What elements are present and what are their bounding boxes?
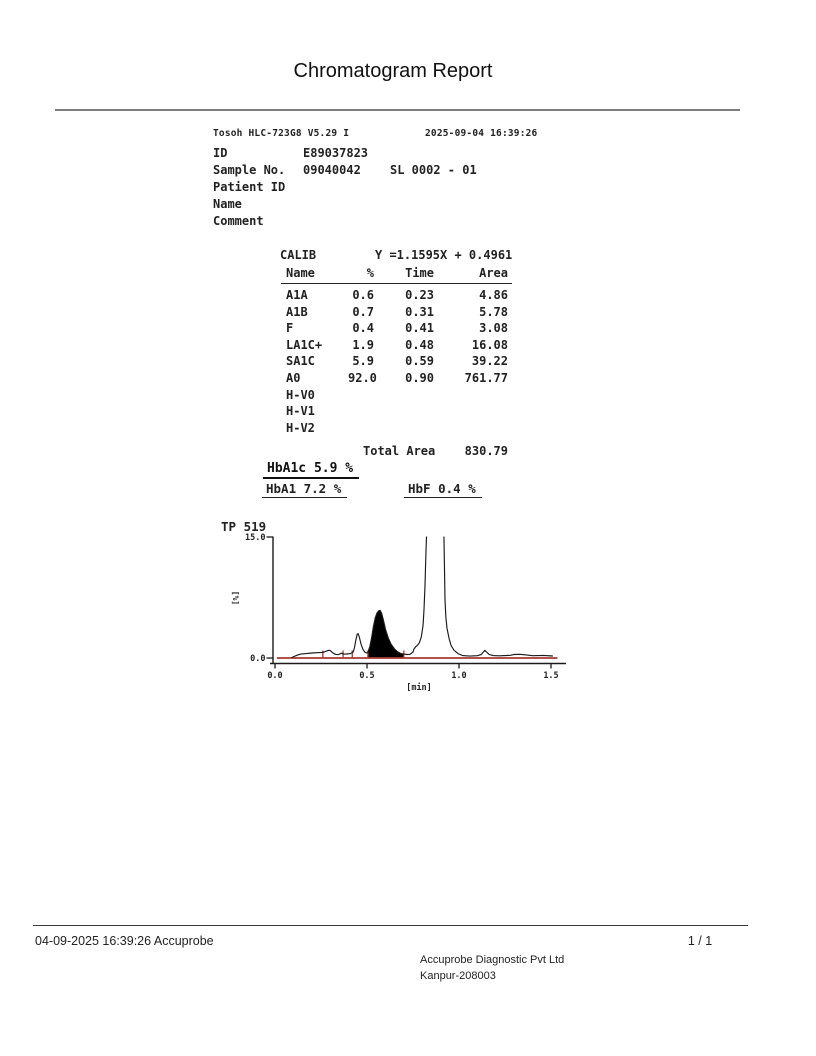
svg-text:0.5: 0.5 [359, 671, 375, 681]
footer-org-name: Accuprobe Diagnostic Pvt Ltd [420, 954, 565, 966]
svg-text:1.5: 1.5 [543, 671, 559, 681]
report-datetime: 2025-09-04 16:39:26 [425, 128, 538, 139]
total-area-value: 830.79 [464, 444, 508, 458]
svg-text:1.0: 1.0 [451, 671, 467, 681]
total-area-label: Total Area [363, 444, 436, 458]
sample-slot: SL 0002 - 01 [390, 163, 477, 177]
id-value: E89037823 [303, 146, 369, 160]
col-area: Area [479, 266, 508, 280]
sample-value: 09040042 [303, 163, 361, 177]
calib-equation: Y =1.1595X + 0.4961 [375, 248, 513, 262]
svg-text:TP 519: TP 519 [221, 519, 267, 534]
table-row: F 0.4 0.41 3.08 [286, 321, 508, 336]
col-name: Name [286, 266, 315, 280]
table-row: H-V1 [286, 404, 315, 419]
footer-org-city: Kanpur-208003 [420, 970, 496, 982]
device-line: Tosoh HLC-723G8 V5.29 I [213, 128, 350, 139]
id-row [213, 146, 369, 160]
id-label: ID [213, 146, 228, 160]
svg-text:0.0: 0.0 [250, 654, 266, 664]
name-row [213, 197, 242, 211]
comment-label: Comment [213, 214, 264, 228]
table-header-rule [281, 283, 512, 284]
page-title: Chromatogram Report [293, 60, 493, 82]
result-hba1: HbA1 7.2 % [262, 481, 347, 498]
result-hba1c: HbA1c 5.9 % [263, 461, 359, 479]
footer-datetime: 04-09-2025 16:39:26 Accuprobe [35, 934, 214, 948]
table-row: A1B 0.7 0.31 5.78 [286, 304, 508, 319]
svg-text:[min]: [min] [406, 683, 432, 693]
name-label: Name [213, 197, 242, 211]
patient-id-row [213, 180, 285, 194]
sample-row [213, 163, 477, 177]
patient-id-label: Patient ID [213, 180, 286, 194]
result-hbf: HbF 0.4 % [404, 481, 482, 498]
svg-text:[%]: [%] [231, 590, 240, 606]
table-row: H-V2 [286, 420, 315, 435]
title-divider [55, 109, 740, 111]
col-pct: % [366, 266, 374, 280]
svg-text:0.0: 0.0 [267, 671, 283, 681]
sample-label: Sample No. [213, 163, 286, 177]
table-row: LA1C+ 1.9 0.48 16.08 [286, 337, 508, 352]
table-row: A0 92.0 0.90 761.77 [286, 370, 508, 385]
footer-divider [33, 925, 748, 926]
table-row: A1A 0.6 0.23 4.86 [286, 288, 508, 302]
chromatogram-plot [200, 512, 580, 702]
comment-row [213, 214, 264, 228]
col-time: Time [405, 266, 434, 280]
calib-label: CALIB [280, 248, 317, 262]
calib-table-body [286, 287, 508, 436]
table-row: SA1C 5.9 0.59 39.22 [286, 354, 508, 369]
svg-text:15.0: 15.0 [245, 533, 266, 543]
table-row: H-V0 [286, 387, 315, 402]
footer-page-number: 1 / 1 [687, 934, 713, 948]
calib-table-header [286, 266, 508, 280]
